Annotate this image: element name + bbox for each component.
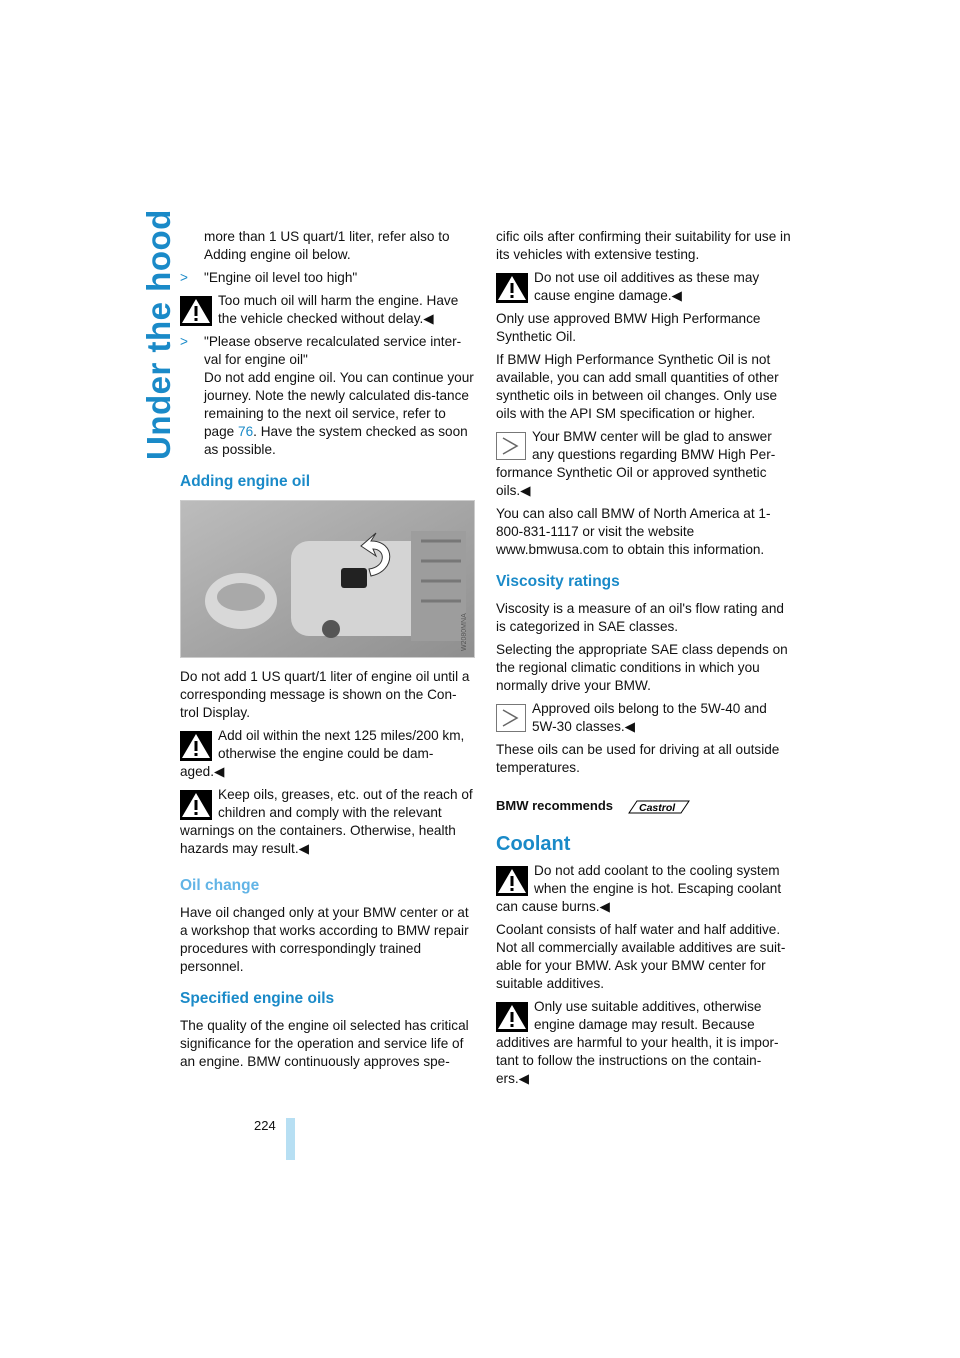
call-text: You can also call BMW of North America at 1-800-831-1117 or visit the website www.bmwusa.com to obtain this information. (496, 506, 771, 557)
bullet-marker: > (180, 334, 188, 349)
engine-photo (180, 500, 475, 658)
info-arrow-icon (496, 432, 526, 460)
bullet-marker: > (180, 270, 188, 285)
column-right (496, 228, 791, 1093)
warning-note (496, 269, 791, 305)
info-arrow-icon (496, 704, 526, 732)
info-note (496, 700, 791, 736)
bmw-recommends (496, 797, 791, 815)
bullet-text: "Please observe recalculated service inter-val for engine oil" (204, 334, 462, 367)
heading-viscosity-ratings: Viscosity ratings (496, 573, 620, 590)
these-oils-text: These oils can be used for driving at all outside temperatures. (496, 742, 780, 775)
info-text: Your BMW center will be glad to answer any questions regarding BMW High Per-formance Synthetic Oil or approved synthetic oils.◀ (496, 429, 776, 498)
page-number: 224 (254, 1118, 276, 1133)
photo-code: W2080MNA (461, 613, 468, 651)
heading-adding-engine-oil: Adding engine oil (180, 473, 311, 490)
castrol-logo-text: Castrol (638, 801, 675, 814)
column-left (180, 228, 475, 1076)
page-link[interactable]: 76 (238, 424, 254, 439)
heading-coolant: Coolant (496, 833, 571, 855)
bmw-recommends-label: BMW recommends (496, 798, 614, 813)
section-title-text: Under the hood (140, 209, 177, 460)
heading-specified-engine-oils: Specified engine oils (180, 990, 335, 1007)
bullet-recalculated (180, 333, 475, 459)
warning-text: Do not add coolant to the cooling system when the engine is hot. Escaping coolant can cause burns.◀ (496, 863, 782, 914)
selecting-text: Selecting the appropriate SAE class depends on the regional climatic conditions in which you normally drive your BMW. (496, 642, 788, 693)
page-bar (286, 1118, 295, 1160)
warning-note (180, 786, 475, 858)
warning-note (180, 727, 475, 781)
castrol-logo (627, 800, 691, 814)
warning-text: Keep oils, greases, etc. out of the reach of children and comply with the relevant warnings on the containers. Otherwise, health hazards may result.◀ (180, 787, 473, 856)
info-text: Approved oils belong to the 5W-40 and 5W-30 classes.◀ (532, 701, 767, 734)
bullet-text: "Engine oil level too high" (204, 270, 358, 285)
warning-icon (180, 296, 212, 326)
warning-text: Too much oil will harm the engine. Have the vehicle checked without delay.◀ (218, 293, 459, 326)
oil-change-text: Have oil changed only at your BMW center or at a workshop that works according to BMW repair procedures with correspondingly trained personnel. (180, 905, 469, 974)
adding-text: Do not add 1 US quart/1 liter of engine oil until a corresponding message is shown on the Con-trol Display. (180, 669, 470, 720)
warning-icon (496, 273, 528, 303)
if-not-text: If BMW High Performance Synthetic Oil is not available, you can add small quantities of other synthetic oils in between oil changes. Only use oils with the API SM specification or higher. (496, 352, 779, 421)
heading-oil-change: Oil change (180, 877, 260, 894)
intro-text: more than 1 US quart/1 liter, refer also to Adding engine oil below. (204, 229, 450, 262)
warning-icon (496, 866, 528, 896)
section-title (96, 160, 177, 460)
only-use-text: Only use approved BMW High Performance Synthetic Oil. (496, 311, 761, 344)
bullet-oil-too-high (180, 269, 475, 287)
specified-text: The quality of the engine oil selected has critical significance for the operation and service life of an engine. BMW continuously approves spe- (180, 1018, 469, 1069)
warning-icon (180, 731, 212, 761)
warning-note (496, 862, 791, 916)
continued-text: cific oils after confirming their suitability for use in its vehicles with extensive testing. (496, 229, 791, 262)
warning-icon (496, 1002, 528, 1032)
warning-icon (180, 790, 212, 820)
warning-note (180, 292, 475, 328)
warning-text: Add oil within the next 125 miles/200 km, otherwise the engine could be dam-aged.◀ (180, 728, 465, 779)
warning-note (496, 998, 791, 1088)
bullet-text-3: . Have the system checked as soon as possible. (204, 424, 468, 457)
warning-text: Do not use oil additives as these may cause engine damage.◀ (534, 270, 760, 303)
viscosity-text: Viscosity is a measure of an oil's flow rating and is categorized in SAE classes. (496, 601, 784, 634)
warning-text: Only use suitable additives, otherwise engine damage may result. Because additives are harmful to your health, it is impor-tant to follow the instructions on the contain-ers.◀ (496, 999, 779, 1086)
bullet-text-2: Do not add engine oil. You can continue your journey. Note the newly calculated dis-tance remaining to the next oil service, refer to page (204, 370, 474, 439)
coolant-text: Coolant consists of half water and half additive. Not all commercially available additives are suit-able for your BMW. Ask your BMW center for suitable additives. (496, 922, 786, 991)
info-note (496, 428, 791, 500)
